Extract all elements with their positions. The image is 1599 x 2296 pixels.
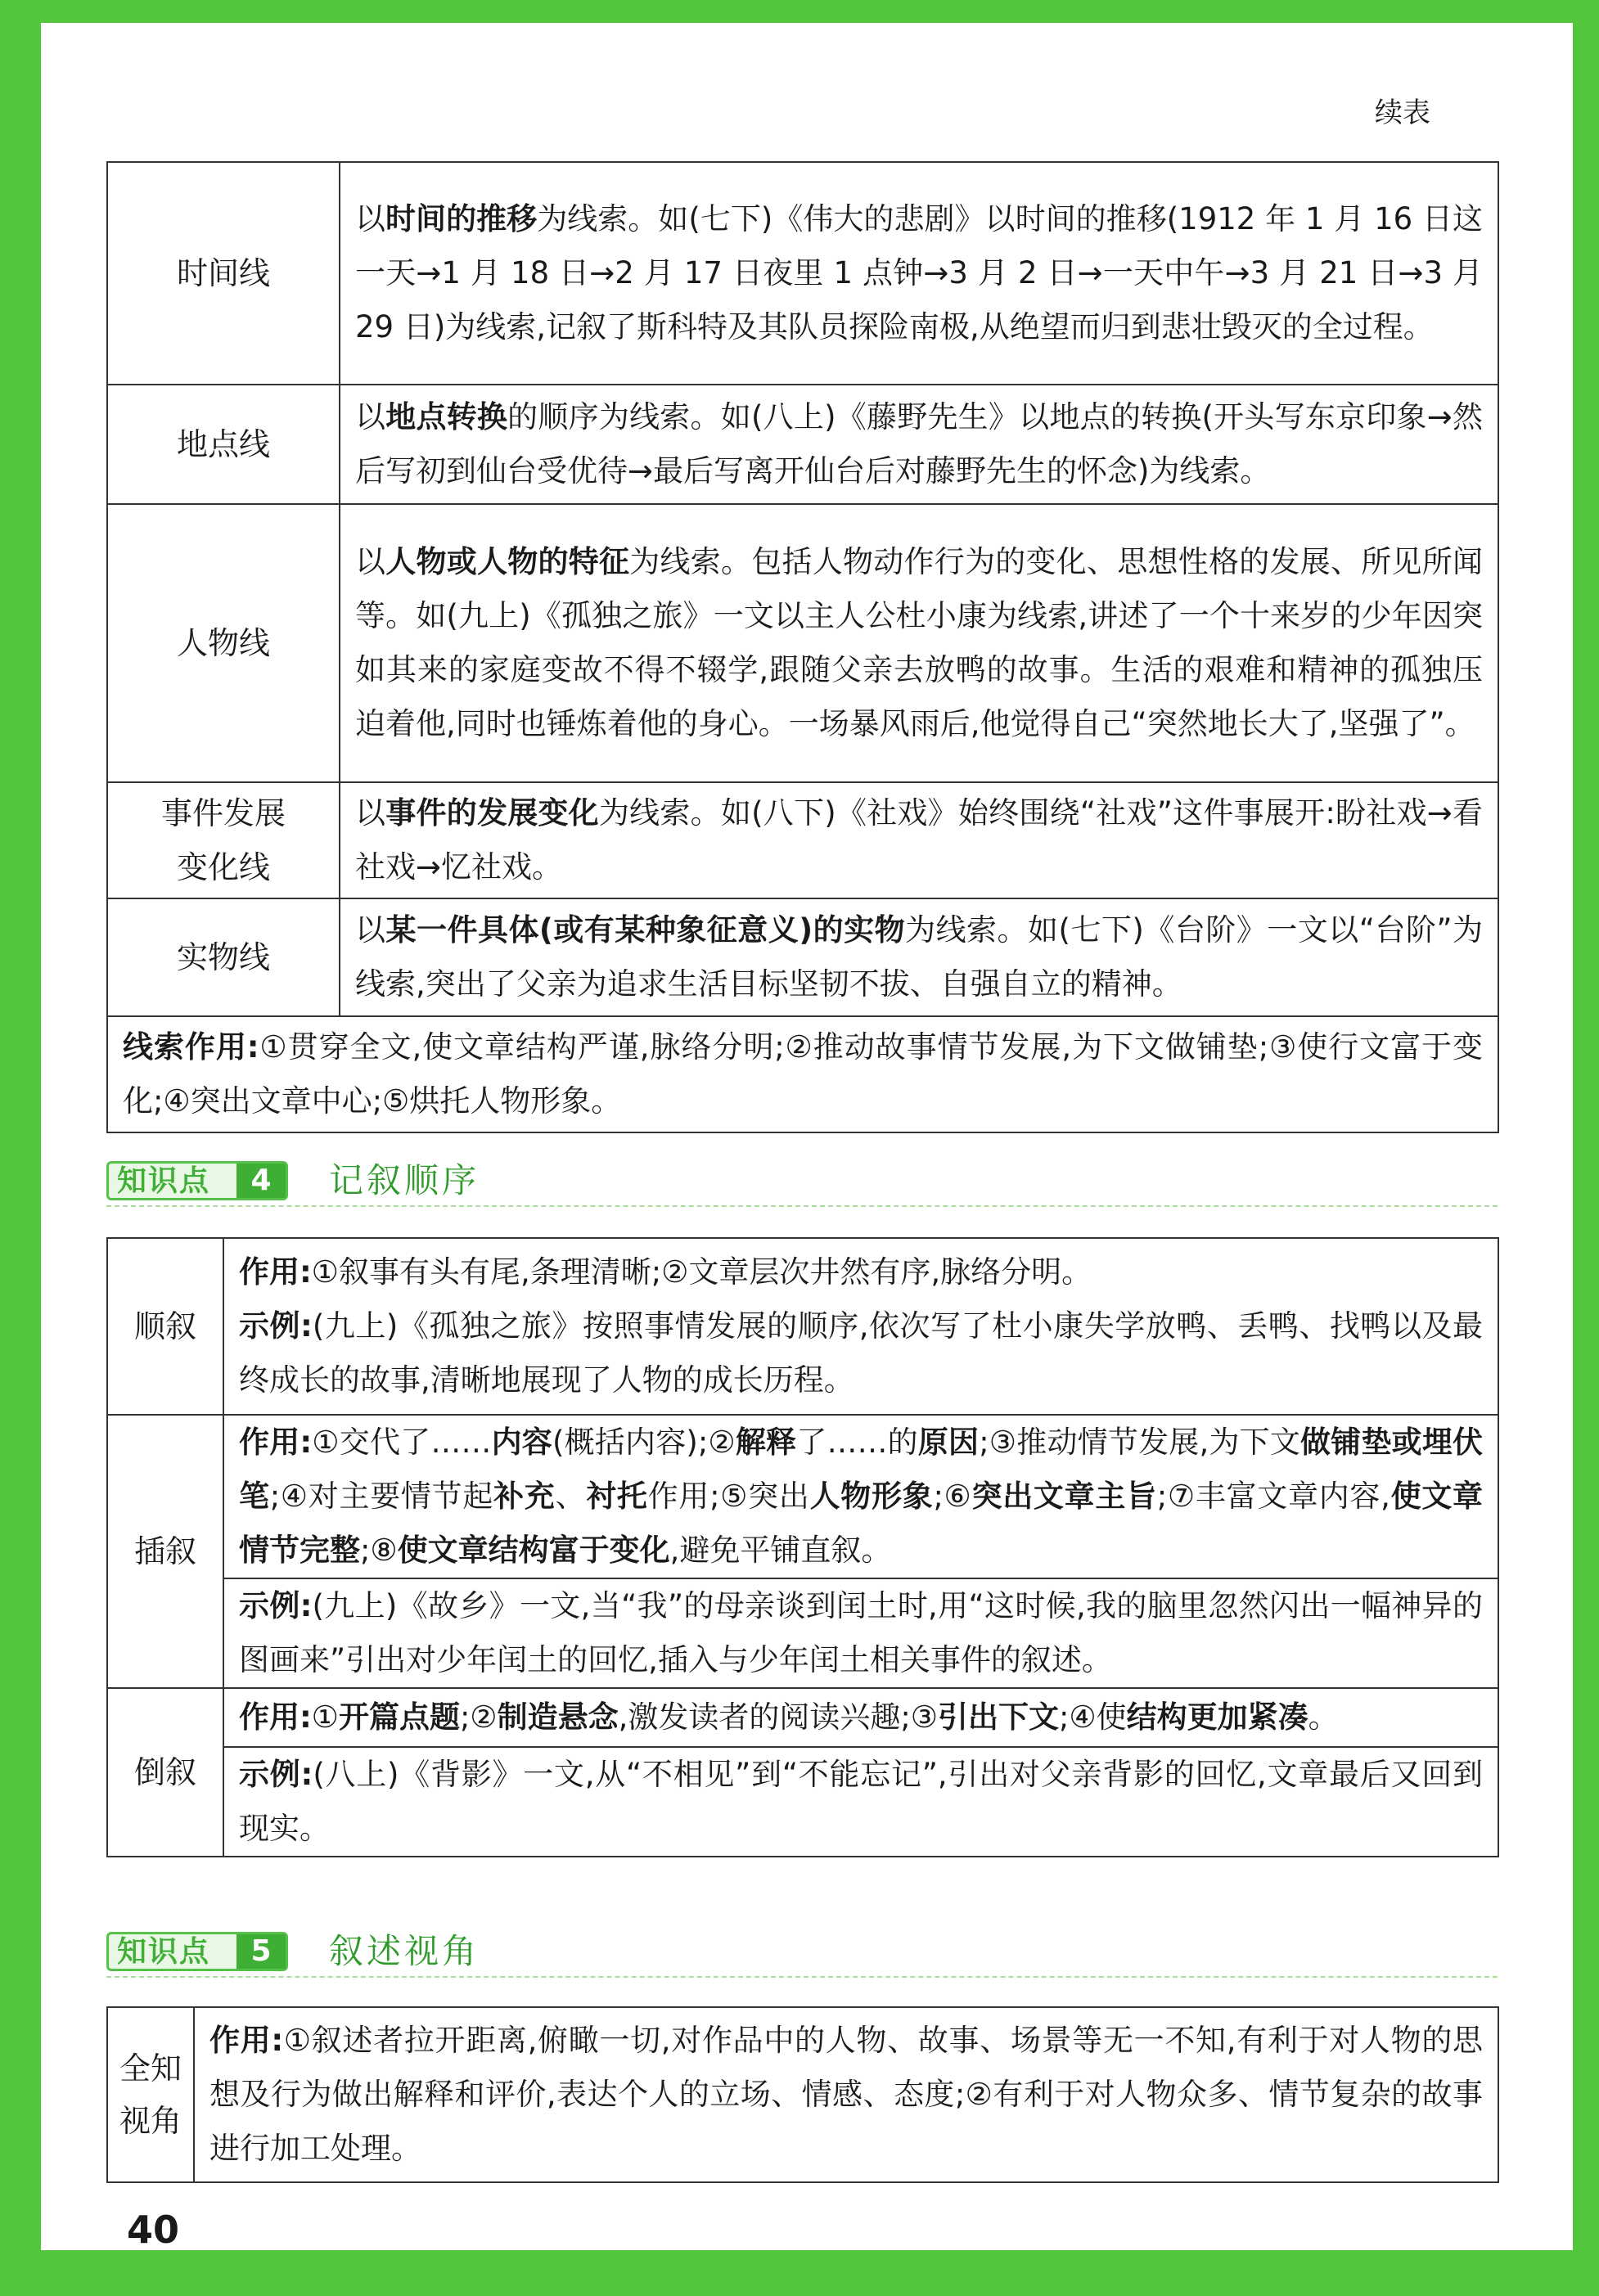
table-row [107,2007,1498,2182]
table-row [107,1578,1498,1688]
row-text-place: 以地点转换的顺序为线索。如(八上)《藤野先生》以地点的转换(开头写东京印象→然后写初到仙台受优待→最后写离开仙台后对藤野先生的怀念)为线索。 [340,385,1498,504]
daoxu-example: 示例:(八上)《背影》一文,从“不相见”到“不能忘记”,引出对父亲背影的回忆,文章最后又回到现实。 [223,1747,1498,1857]
row-label-daoxu: 倒叙 [107,1688,223,1857]
table-row [107,898,1498,1016]
table-row [107,782,1498,898]
row-label-omniscient: 全知视角 [107,2007,194,2182]
chaxu-effect: 作用:①交代了……内容(概括内容);②解释了……的原因;③推动情节发展,为下文做铺垫或埋伏笔;④对主要情节起补充、衬托作用;⑤突出人物形象;⑥突出文章主旨;⑦丰富文章内容,使文章情节完整;⑧使文章结构富于变化,避免平铺直叙。 [223,1415,1498,1578]
row-text-person: 以人物或人物的特征为线索。包括人物动作行为的变化、思想性格的发展、所见所闻等。如(九上)《孤独之旅》一文以主人公杜小康为线索,讲述了一个十来岁的少年因突如其来的家庭变故不得不辍学,跟随父亲去放鸭的故事。生活的艰难和精神的孤独压迫着他,同时也锤炼着他的身心。一场暴风雨后,他觉得自己“突然地长大了,坚强了”。 [340,504,1498,782]
section-header-5 [106,1927,1498,1978]
badge-number: 4 [236,1164,286,1198]
row-text-object: 以某一件具体(或有某种象征意义)的实物为线索。如(七下)《台阶》一文以“台阶”为线索,突出了父亲为追求生活目标坚韧不拔、自强自立的精神。 [340,898,1498,1016]
table-row [107,162,1498,385]
row-label-person: 人物线 [107,504,340,782]
bottom-border [0,2288,1599,2296]
daoxu-effect: 作用:①开篇点题;②制造悬念,激发读者的阅读兴趣;③引出下文;④使结构更加紧凑。 [223,1688,1498,1747]
row-label-shunxu: 顺叙 [107,1238,223,1415]
knowledge-point-badge: 知识点 5 [106,1932,288,1971]
row-label-object: 实物线 [107,898,340,1016]
section-title: 记叙顺序 [329,1160,480,1200]
continued-label: 续表 [1375,97,1430,129]
clue-function-note: 线索作用:①贯穿全文,使文章结构严谨,脉络分明;②推动故事情节发展,为下文做铺垫;③使行文富于变化;④突出文章中心;⑤烘托人物形象。 [107,1016,1498,1132]
page-number: 40 [127,2208,180,2252]
shunxu-example: 示例:(九上)《孤独之旅》按照事情发展的顺序,依次写了杜小康失学放鸭、丢鸭、找鸭以及最终成长的故事,清晰地展现了人物的成长历程。 [239,1308,1483,1398]
table-row [107,1747,1498,1857]
narrative-order-table [106,1237,1499,1857]
table-row [107,1238,1498,1415]
table-row [107,504,1498,782]
table-row [107,1415,1498,1578]
omniscient-effect: 作用:①叙述者拉开距离,俯瞰一切,对作品中的人物、故事、场景等无一不知,有利于对人物的思想及行为做出解释和评价,表达个人的立场、情感、态度;②有利于对人物众多、情节复杂的故事进行加工处理。 [194,2007,1498,2182]
badge-number: 5 [236,1934,286,1969]
row-label-event: 事件发展变化线 [107,782,340,898]
perspective-table [106,2006,1499,2183]
row-text-event: 以事件的发展变化为线索。如(八下)《社戏》始终围绕“社戏”这件事展开:盼社戏→看社戏→忆社戏。 [340,782,1498,898]
knowledge-point-badge: 知识点 4 [106,1161,288,1200]
table-row [107,385,1498,504]
chaxu-example: 示例:(九上)《故乡》一文,当“我”的母亲谈到闰土时,用“这时候,我的脑里忽然闪出一幅神异的图画来”引出对少年闰土的回忆,插入与少年闰土相关事件的叙述。 [223,1578,1498,1688]
shunxu-content [223,1238,1498,1415]
section-title: 叙述视角 [329,1931,480,1971]
section-header-4 [106,1156,1498,1207]
row-label-place: 地点线 [107,385,340,504]
row-text-time: 以时间的推移为线索。如(七下)《伟大的悲剧》以时间的推移(1912 年 1 月 16 日这一天→1 月 18 日→2 月 17 日夜里 1 点钟→3 月 2 日→一天中午→3 月 21 日→3 月 29 日)为线索,记叙了斯科特及其队员探险南极,从绝望而归到悲壮毁灭的全过程。 [340,162,1498,385]
table-row [107,1016,1498,1132]
row-label-time: 时间线 [107,162,340,385]
clue-table [106,161,1499,1133]
row-label-chaxu: 插叙 [107,1415,223,1688]
shunxu-effect: 作用:①叙事有头有尾,条理清晰;②文章层次井然有序,脉络分明。 [239,1254,1092,1290]
table-row [107,1688,1498,1747]
